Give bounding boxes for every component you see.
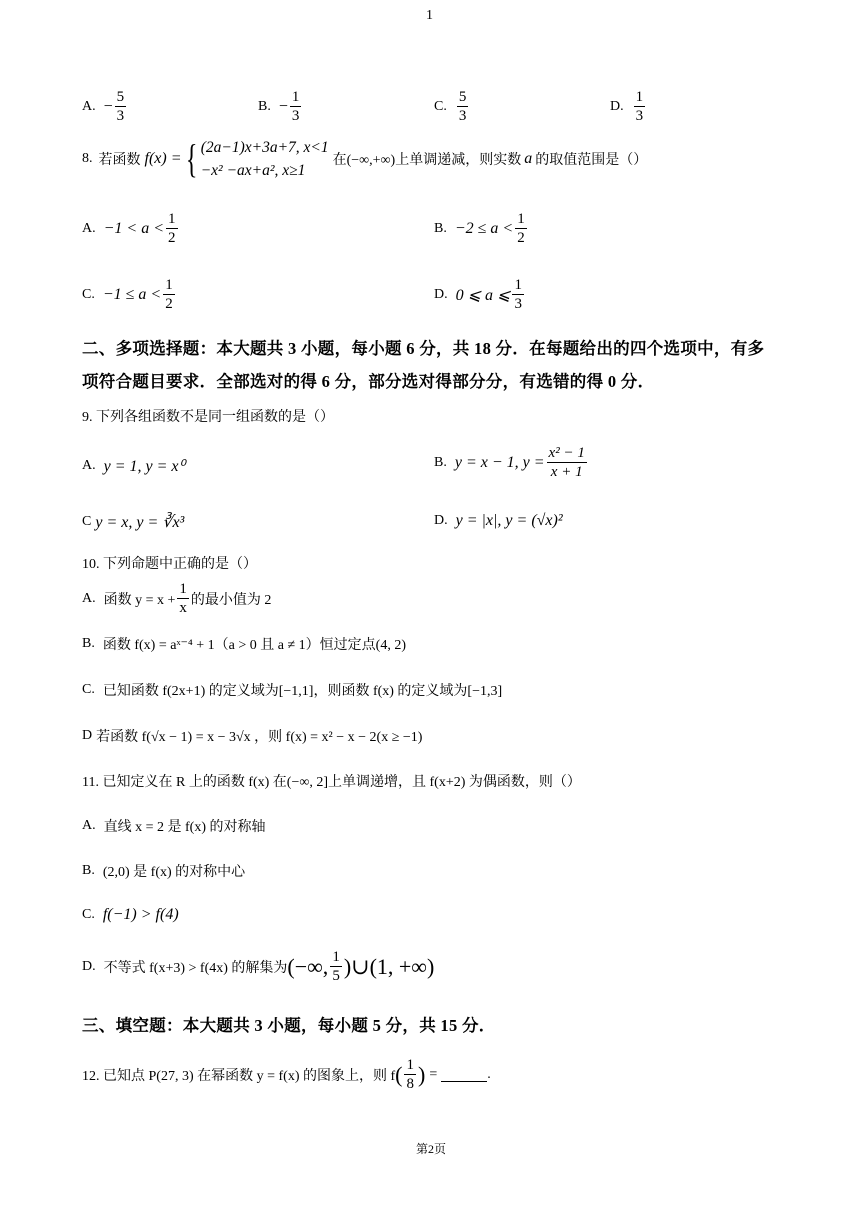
q10-stem: 10. 下列命题中正确的是（） (82, 557, 257, 572)
q7-option-d: D. $\frac{1}{3}$ (610, 89, 644, 124)
q7-option-a: A. − $\frac{5}{3}$ (82, 89, 125, 124)
q9-option-c: C y = x, y = ∛x³ (82, 514, 185, 531)
q8-option-c: C. −1 ≤ a < $\frac{1}{2}$ (82, 277, 173, 312)
q10-option-d: D 若函数 f(√x − 1) = x − 3√x ，则 f(x) = x² − x − 2(x ≥ −1) (82, 728, 423, 745)
section-3-heading: 三、填空题：本大题共 3 小题，每小题 5 分，共 15 分． (82, 1016, 496, 1035)
q9-option-d: D. y = |x|, y = (√x)² (434, 512, 563, 529)
q11-stem: 11. 已知定义在 R 上的函数 f(x) 在(−∞, 2]上单调递增，且 f(x+2) 为偶函数，则（） (82, 775, 581, 790)
q10-option-c: C. 已知函数 f(2x+1) 的定义域为[−1,1]，则函数 f(x) 的定义域为[−1,3] (82, 682, 503, 699)
section-2-heading-line1: 二、多项选择题：本大题共 3 小题，每小题 6 分，共 18 分．在每题给出的四个选项中，有多 (82, 339, 765, 358)
q11-option-d: D. 不等式 f(x+3) > f(4x) 的解集为 (−∞, $\frac{1}{5}$ )∪(1, +∞) (82, 949, 435, 984)
q9-option-b: B. y = x − 1, y = $\frac{\text{x² − 1}}{x + 1}$ (434, 445, 585, 480)
q9-stem: 9. 下列各组函数不是同一组函数的是（） (82, 410, 334, 425)
q12-answer-blank[interactable] (441, 1067, 487, 1082)
q11-option-b: B. (2,0) 是 f(x) 的对称中心 (82, 863, 246, 880)
page-footer: 第2页 (416, 1142, 447, 1156)
q10-option-a: A. 函数 y = x + $\frac{1}{x}$ 的最小值为 2 (82, 581, 272, 616)
q8-option-d: D. 0 ⩽ a ⩽ $\frac{1}{3}$ (434, 277, 522, 312)
q9-option-a: A. y = 1, y = x⁰ (82, 458, 185, 475)
q12-stem: 12. 已知点 P(27, 3) 在幂函数 y = f(x) 的图象上，则 f ( $\frac{1}{8}$ ) = . (82, 1057, 491, 1092)
q11-option-a: A. 直线 x = 2 是 f(x) 的对称轴 (82, 818, 266, 835)
page-number-top: 1 (426, 8, 433, 23)
q7-option-c: C. $\frac{5}{3}$ (434, 89, 467, 124)
q8-option-a: A. −1 < a < $\frac{1}{2}$ (82, 211, 176, 246)
q11-option-c: C. f(−1) > f(4) (82, 906, 179, 923)
q10-option-b: B. 函数 f(x) = aˣ⁻⁴ + 1（a > 0 且 a ≠ 1）恒过定点(4, 2) (82, 636, 406, 653)
q8-option-b: B. −2 ≤ a < $\frac{1}{2}$ (434, 211, 525, 246)
q8-stem: 8. 若函数 f(x) = { (2a−1)x+3a+7, x<1 −x² −ax+a², x≥1 在(−∞,+∞)上单调递减，则实数 a 的取值范围是（） (82, 136, 648, 181)
q7-option-b: B. − $\frac{1}{3}$ (258, 89, 300, 124)
section-2-heading-line2: 项符合题目要求．全部选对的得 6 分，部分选对得部分分，有选错的得 0 分． (82, 372, 655, 391)
